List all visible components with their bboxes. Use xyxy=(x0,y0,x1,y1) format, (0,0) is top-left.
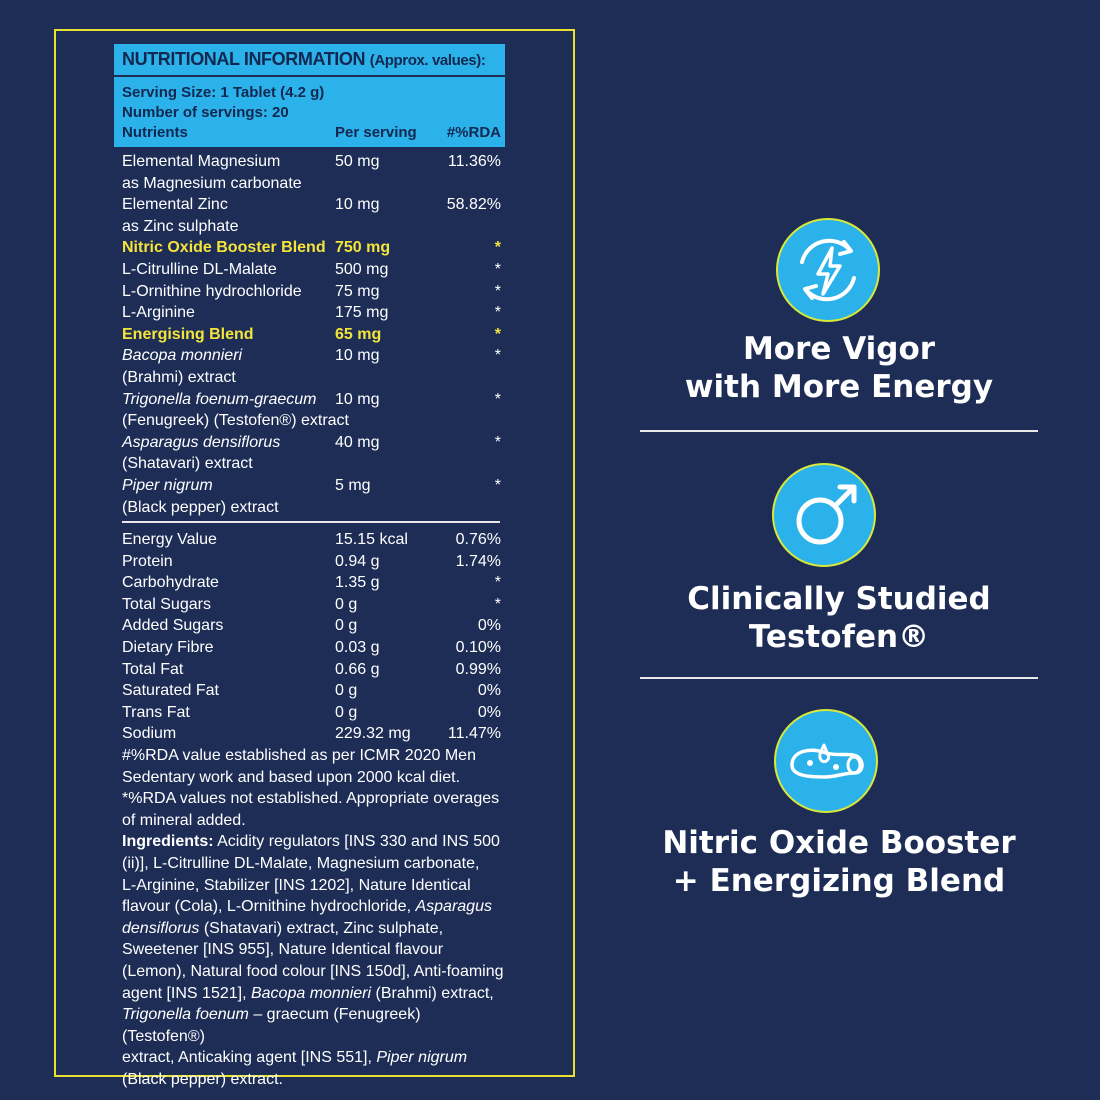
table-row: as Zinc sulphate xyxy=(122,217,239,235)
feature-testofen: Clinically Studied Testofen® xyxy=(687,581,991,655)
table-row: (Shatavari) extract xyxy=(122,455,253,473)
table-row: Saturated Fat 0 g 0% xyxy=(122,682,501,700)
table-row: Protein 0.94 g 1.74% xyxy=(122,552,501,570)
table-row: Piper nigrum 5 mg * xyxy=(122,476,501,494)
column-headers xyxy=(122,123,501,143)
table-row: as Magnesium carbonate xyxy=(122,174,302,192)
table-row: Sodium 229.32 mg 11.47% xyxy=(122,725,501,743)
feature-vigor: More Vigor with More Energy xyxy=(684,331,994,405)
divider xyxy=(122,521,500,523)
feature-nitric-oxide: Nitric Oxide Booster + Energizing Blend xyxy=(662,825,1016,899)
table-row: Elemental Zinc 10 mg 58.82% xyxy=(122,196,501,214)
ingredients-label: Ingredients: xyxy=(122,833,214,851)
table-row: Dietary Fibre 0.03 g 0.10% xyxy=(122,639,501,657)
nutrition-title xyxy=(114,44,505,75)
divider xyxy=(640,430,1038,432)
table-row: (Black pepper) extract xyxy=(122,498,279,516)
table-row: Trigonella foenum-graecum 10 mg * xyxy=(122,390,501,408)
servings-count: Number of servings: 20 xyxy=(122,104,289,121)
nutrient-rows xyxy=(114,147,505,518)
table-row: (Fenugreek) (Testofen®) extract xyxy=(122,412,349,430)
table-row: Carbohydrate 1.35 g * xyxy=(122,574,501,592)
table-row: Energising Blend 65 mg * xyxy=(122,325,501,343)
nutrition-table xyxy=(114,44,505,1091)
table-row: Added Sugars 0 g 0% xyxy=(122,617,501,635)
nutrition-header xyxy=(114,44,505,147)
col-nutrients: Nutrients xyxy=(122,124,188,141)
table-row: Elemental Magnesium 50 mg 11.36% xyxy=(122,153,501,170)
table-row: L-Arginine 175 mg * xyxy=(122,304,501,322)
energy-rows xyxy=(114,529,505,745)
table-row: Energy Value 15.15 kcal 0.76% xyxy=(122,531,501,549)
col-per-serving: Per serving xyxy=(335,124,417,141)
table-row: Asparagus densiflorus 40 mg * xyxy=(122,433,501,451)
table-row: (Brahmi) extract xyxy=(122,368,236,386)
energy-cycle-icon xyxy=(776,218,880,322)
nutrition-panel xyxy=(54,29,575,1088)
table-row: L-Citrulline DL-Malate 500 mg * xyxy=(122,260,501,278)
rda-notes: #%RDA value established as per ICMR 2020 Men Sedentary work and based upon 2000 kcal diet. *%RDA values not established. Appropriate overages of mineral added. xyxy=(122,747,500,829)
serving-info xyxy=(114,75,505,147)
title-text: NUTRITIONAL INFORMATION xyxy=(122,49,366,69)
table-row: Total Fat 0.66 g 0.99% xyxy=(122,660,501,678)
blood-vessel-icon xyxy=(774,709,878,813)
ingredients-list: Ingredients: Acidity regulators [INS 330 and INS 500 (ii)], L-Citrulline DL-Malate, Magnesium carbonate, L-Arginine, Stabilizer [INS 1202], Nature Identical flavour (Cola), L-Ornithine hydrochloride, Asparagus densiflorus (Shatavari) extract, Zinc sulphate, Sweetener [INS 955], Nature Identical flavour (Lemon), Natural food colour [INS 150d], Anti-foaming agent [INS 1521], Bacopa monnieri (Brahmi) extract, Trigonella foenum – graecum (Fenugreek) (Testofen®) extract, Anticaking agent [INS 551], Piper nigrum (Black pepper) extract. xyxy=(122,833,504,1088)
table-row: L-Ornithine hydrochloride 75 mg * xyxy=(122,282,501,300)
table-row: Nitric Oxide Booster Blend 750 mg * xyxy=(122,239,501,257)
table-row: Total Sugars 0 g * xyxy=(122,595,501,613)
table-row: Trans Fat 0 g 0% xyxy=(122,703,501,721)
male-symbol-icon xyxy=(772,463,876,567)
divider xyxy=(640,677,1038,679)
serving-size: Serving Size: 1 Tablet (4.2 g) xyxy=(122,84,325,101)
table-row: Bacopa monnieri 10 mg * xyxy=(122,347,501,365)
col-rda: #%RDA xyxy=(446,124,501,141)
title-suffix: (Approx. values): xyxy=(369,52,486,69)
